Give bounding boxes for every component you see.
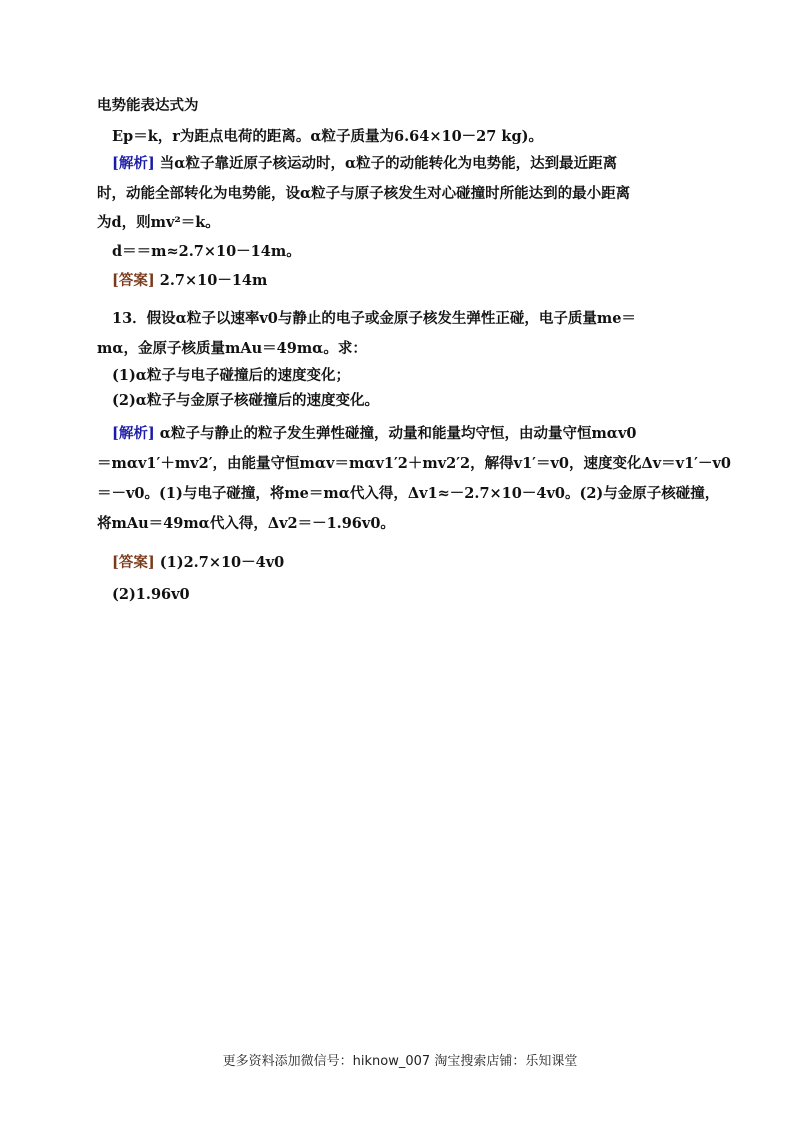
text-span: α粒子与静止的粒子发生弹性碰撞，动量和能量均守恒，由动量守恒mαv0 <box>154 425 637 442</box>
text-span: 2.7×10－14m <box>154 272 268 289</box>
text-line: mα，金原子核质量mAu＝49mα。求： <box>97 340 367 357</box>
answer-tag: [答案] <box>112 554 155 571</box>
text-line: ＝mαv1′＋mv2′，由能量守恒mαv＝mαv1′2＋mv2′2，解得v1′＝v0，速度变化Δv＝v1′－v0 <box>97 455 732 472</box>
text-line: (2)1.96v0 <box>112 586 190 603</box>
answer-tag: [答案] <box>112 272 155 289</box>
text-line: Ep＝k，r为距点电荷的距离。α粒子质量为6.64×10－27 kg)。 <box>112 128 543 145</box>
text-line <box>112 154 617 174</box>
analysis-tag: [解析] <box>112 425 155 442</box>
analysis-tag: [解析] <box>112 155 155 172</box>
text-line <box>112 271 267 291</box>
text-line: 将mAu＝49mα代入得，Δv2＝－1.96v0。 <box>97 515 395 532</box>
text-line: (2)α粒子与金原子核碰撞后的速度变化。 <box>112 392 379 409</box>
text-line: 为d，则mv²＝k。 <box>97 214 220 231</box>
footer-text: 更多资料添加微信号：hiknow_007 淘宝搜索店铺：乐知课堂 <box>222 1054 578 1069</box>
text-line <box>112 553 284 573</box>
text-line: d＝＝m≈2.7×10－14m。 <box>112 243 301 260</box>
text-line: ＝－v0。(1)与电子碰撞，将me＝mα代入得，Δv1≈－2.7×10－4v0。(2)与金原子核碰撞， <box>97 485 720 502</box>
text-span: (1)2.7×10－4v0 <box>154 554 285 571</box>
text-line: 时，动能全部转化为电势能，设α粒子与原子核发生对心碰撞时所能达到的最小距离 <box>97 185 631 202</box>
text-span: 当α粒子靠近原子核运动时，α粒子的动能转化为电势能，达到最近距离 <box>154 155 618 172</box>
text-line: 13．假设α粒子以速率v0与静止的电子或金原子核发生弹性正碰，电子质量me＝ <box>112 310 636 327</box>
text-line <box>112 424 636 444</box>
text-line: (1)α粒子与电子碰撞后的速度变化； <box>112 367 350 384</box>
text-line: 电势能表达式为 <box>97 97 199 114</box>
